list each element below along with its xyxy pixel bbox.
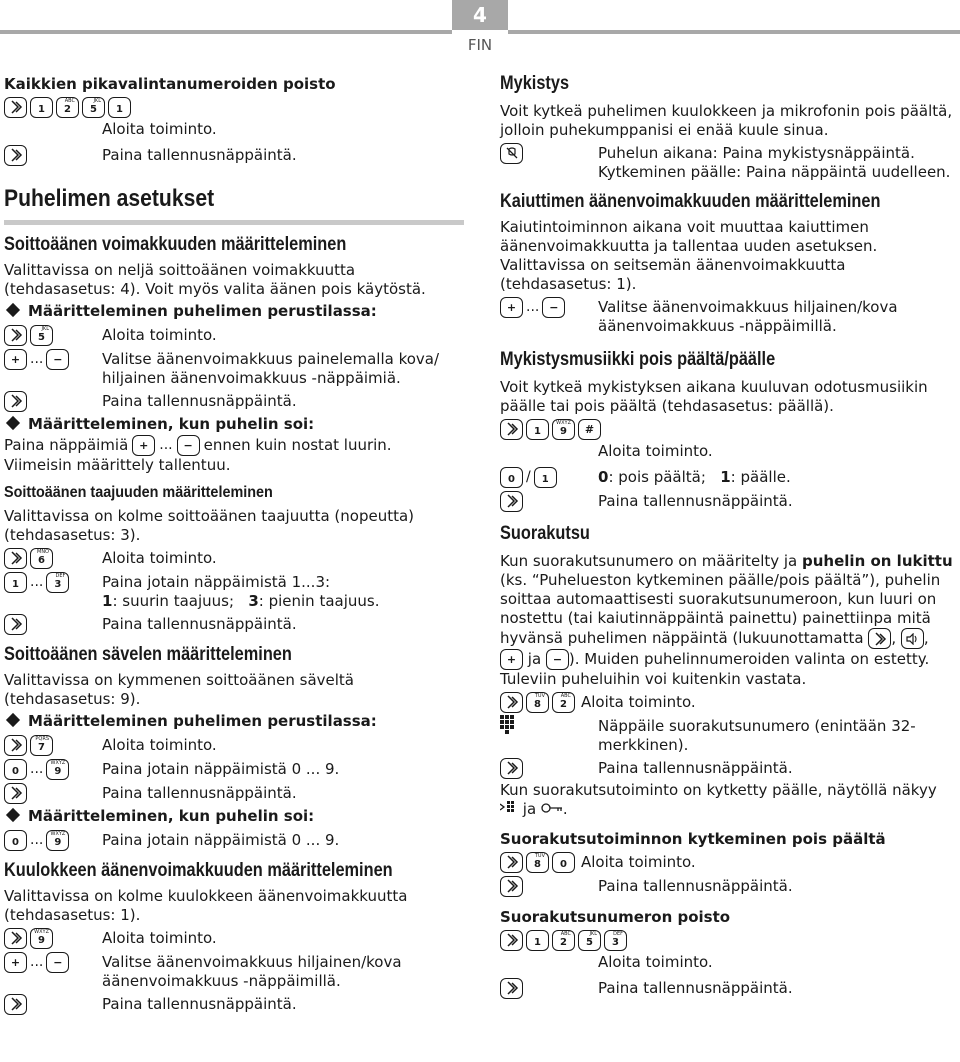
key-5: JKL 5 [578, 930, 601, 951]
key-7: PQRS 7 [30, 735, 53, 756]
key-1: 1 [526, 419, 549, 440]
save-key-icon [500, 876, 523, 897]
page-language: FIN [452, 32, 508, 58]
key-0: 0 [552, 852, 575, 873]
step-text: Paina tallennusnäppäintä. [102, 146, 297, 164]
step-text: Paina jotain näppäimistä 1...3: 1: suurin taajuus; 3: pienin taajuus. [102, 573, 380, 610]
step-text: Valitse äänenvoimakkuus painelemalla kova/ hiljainen äänenvoimakkuus -näppäimiä. [102, 350, 440, 387]
step-text: Paina jotain näppäimistä 0 ... 9. [102, 760, 340, 778]
section-title: Suorakutsunumeron poisto [500, 908, 731, 926]
bullet-heading: Määritteleminen, kun puhelin soi: [4, 414, 464, 435]
section-title: Suorakutsu [500, 523, 590, 544]
plus-key-icon: + [132, 435, 155, 456]
key-9: WXYZ 9 [30, 928, 53, 949]
step-text: Aloita toiminto. [102, 326, 217, 344]
bullet-heading: Määritteleminen puhelimen perustilassa: [4, 301, 464, 322]
key-lock-icon [541, 800, 563, 818]
save-key-icon [4, 994, 27, 1015]
save-key-icon [500, 419, 523, 440]
diamond-icon [6, 808, 20, 822]
section-title: Soittoäänen voimakkuuden määritteleminen [4, 234, 347, 255]
section-title: Kaikkien pikavalintanumeroiden poisto [4, 75, 336, 93]
key-2: ABC 2 [56, 97, 79, 118]
key-1: 1 [534, 467, 557, 488]
direct-call-display-icon [500, 800, 518, 818]
paragraph: Kaiutintoiminnon aikana voit muuttaa kaiuttimen äänenvoimakkuutta ja tallentaa uuden asetuksen. Valittavissa on seitsemän äänenvoimakkuutta (tehdasasetus: 1). [500, 218, 878, 293]
paragraph: Voit kytkeä puhelimen kuulokkeen ja mikrofonin pois päältä, jolloin puhekumppanisi ei enää kuule sinua. [500, 102, 953, 139]
key-sequence [500, 418, 956, 440]
key-3: DEF 3 [46, 572, 69, 593]
key-9: WXYZ 9 [46, 830, 69, 851]
step-text: Valitse äänenvoimakkuus hiljainen/kova äänenvoimakkuus -näppäimillä. [598, 298, 898, 335]
section-title: Soittoäänen sävelen määritteleminen [4, 644, 292, 665]
diamond-icon [6, 713, 20, 727]
save-key-icon [500, 978, 523, 999]
bullet-heading: Määritteleminen puhelimen perustilassa: [4, 711, 464, 732]
key-1: 1 [30, 97, 53, 118]
minus-key-icon: − [177, 435, 200, 456]
key-9: WXYZ 9 [46, 759, 69, 780]
right-column: Mykistys Voit kytkeä puhelimen kuulokkeen ja mikrofonin pois päältä, jolloin puhekumppanisi ei enää kuule sinua. Puhelun aikana: Paina mykistysnäppäintä. Kytkeminen päälle: Paina näppäintä uudelleen. Kaiuttimen äänenvoimakkuuden määritteleminen Kaiutintoiminnon aikana voit muuttaa kaiuttimen äänenvoimakkuutta ja tallentaa uuden asetuksen. Valittavissa on seitsemän äänenvoimakkuutta (tehdasasetus: 1). + ... − Valitse äänenvoimakkuus hiljainen/kova äänenvoimakkuus -näppäimillä. Mykistysmusiikki pois päältä/päälle Voit kytkeä mykistyksen aikana kuuluvan odotusmusiikin päälle tai pois päältä (tehdasasetus: päällä). 1 WXYZ 9 # Aloita toiminto. 0 / 1 0: pois päältä; 1: päälle. Paina tallennusnäppäintä. Suorakutsu Kun suorakutsunumero on määritelty ja puhelin on lukittu (ks. “Puhelueston kytkeminen päälle/pois päältä”), puhelin soittaa automaattisesti suorakutsunumeroon, kun luuri on nostettu (tai kaiutinnäppäintä painettu) painettiinpa mitä hyvänsä puhelimen näppäintä (lukuunottamatta , , + ja − ). Muiden puhelinnumeroiden valinta on estetty. Tuleviin puheluihin voi kuitenkin vastata. TUV 8 ABC 2 Aloita toiminto. Näppäile suorakutsunumero (enintään 32-merkkinen). Paina tallennusnäppäintä. Kun suorakutsutoiminto on kytketty päälle, näytöllä näkyy ja . Suorakutsutoiminnon kytkeminen pois päältä TUV 8 0 Aloita toiminto. Paina tallennusnäppäintä. Suorakutsunumeron poisto 1 ABC 2 JKL 5 DEF 3 Aloita toiminto. Paina tallennusnäppäintä. [500, 72, 956, 1001]
step-text: Paina tallennusnäppäintä. [102, 392, 297, 410]
key-0: 0 [4, 830, 27, 851]
step-text: Paina jotain näppäimistä 0 ... 9. [102, 831, 340, 849]
minus-key-icon: − [542, 297, 565, 318]
save-key-icon [500, 491, 523, 512]
save-key-icon [868, 628, 891, 649]
step-text: Aloita toiminto. [598, 442, 713, 460]
key-8: TUV 8 [526, 692, 549, 713]
paragraph: Voit kytkeä mykistyksen aikana kuuluvan odotusmusiikin päälle tai pois päältä (tehdasasetus: päällä). [500, 378, 928, 415]
step-text: Aloita toiminto. [581, 853, 696, 871]
step-text: 0: pois päältä; 1: päälle. [598, 468, 791, 486]
key-sequence [4, 96, 131, 118]
plus-key-icon: + [500, 297, 523, 318]
step-text: Paina tallennusnäppäintä. [598, 492, 793, 510]
chapter-rule [4, 220, 464, 225]
paragraph: Valittavissa on kolme soittoäänen taajuutta (nopeutta) (tehdasasetus: 3). [4, 507, 415, 544]
section-title: Mykistysmusiikki pois päältä/päälle [500, 349, 776, 370]
left-column: Kaikkien pikavalintanumeroiden poisto 1 ABC 2 JKL 5 1 Aloita toiminto. Paina tallennusnäppäintä. Puhelimen asetukset Soittoäänen voimakkuuden määritteleminen Valittavissa on neljä soittoäänen voimakkuutta (tehdasasetus: 4). Voit myös valita äänen pois käytöstä. Määritteleminen puhelimen perustilassa: JKL 5 Aloita toiminto. + ... − Valitse äänenvoimakkuus painelemalla kova/ hiljainen äänenvoimakkuus -näppäimiä. Paina tallennusnäppäintä. Määritteleminen, kun puhelin soi: Paina näppäimiä + ... − ennen kuin nostat luurin. Viimeisin määrittely tallentuu. Soittoäänen taajuuden määritteleminen Valittavissa on kolme soittoäänen taajuutta (nopeutta) (tehdasasetus: 3). MNO 6 Aloita toiminto. 1 ... DEF 3 Paina jotain näppäimistä 1...3: 1: suurin taajuus; 3: pienin taajuus. Paina tallennusnäppäintä. Soittoäänen sävelen määritteleminen Valittavissa on kymmenen soittoäänen säveltä (tehdasasetus: 9). Määritteleminen puhelimen perustilassa: PQRS 7 Aloita toiminto. 0 ... WXYZ 9 Paina jotain näppäimistä 0 ... 9. Paina tallennusnäppäintä. Määritteleminen, kun puhelin soi: 0 ... WXYZ 9 Paina jotain näppäimistä 0 ... 9. Kuulokkeen äänenvoimakkuuden määritteleminen Valittavissa on kolme kuulokkeen äänenvoimakkuutta (tehdasasetus: 1). WXYZ 9 Aloita toiminto. + ... − Valitse äänenvoimakkuus hiljainen/kova äänenvoimakkuus -näppäimillä. Paina tallennusnäppäintä. [4, 72, 464, 1017]
section-title: Kaiuttimen äänenvoimakkuuden määritteleminen [500, 191, 881, 212]
section-title: Mykistys [500, 73, 570, 94]
save-key-icon [4, 928, 27, 949]
paragraph: Paina näppäimiä + ... − ennen kuin nostat luurin. [4, 436, 392, 454]
plus-key-icon: + [4, 349, 27, 370]
step-text: Aloita toiminto. [102, 929, 217, 947]
key-2: ABC 2 [552, 692, 575, 713]
mute-key-icon [500, 143, 523, 164]
step-text: Puhelun aikana: Paina mykistysnäppäintä. Kytkeminen päälle: Paina näppäintä uudelleen. [598, 144, 951, 181]
step-text: Aloita toiminto. [102, 549, 217, 567]
save-key-icon [4, 614, 27, 635]
save-key-icon [4, 783, 27, 804]
bullet-heading: Määritteleminen, kun puhelin soi: [4, 806, 464, 827]
minus-key-icon: − [46, 349, 69, 370]
save-key-icon [500, 692, 523, 713]
key-9: WXYZ 9 [552, 419, 575, 440]
key-2: ABC 2 [552, 930, 575, 951]
key-0: 0 [500, 467, 523, 488]
save-key-icon [4, 548, 27, 569]
key-1: 1 [526, 930, 549, 951]
save-key-icon [4, 391, 27, 412]
plus-key-icon: + [4, 952, 27, 973]
key-8: TUV 8 [526, 852, 549, 873]
section-title: Suorakutsutoiminnon kytkeminen pois päältä [500, 830, 886, 848]
key-0: 0 [4, 759, 27, 780]
key-1: 1 [108, 97, 131, 118]
save-key-icon [4, 97, 27, 118]
step-text: Paina tallennusnäppäintä. [598, 759, 793, 777]
step-text: Aloita toiminto. [102, 120, 217, 138]
plus-key-icon: + [500, 649, 523, 670]
key-3: DEF 3 [604, 930, 627, 951]
diamond-icon [6, 416, 20, 430]
paragraph: Valittavissa on neljä soittoäänen voimakkuutta (tehdasasetus: 4). Voit myös valita äänen pois käytöstä. [4, 261, 426, 298]
step-text: Aloita toiminto. [598, 953, 713, 971]
step-text: Paina tallennusnäppäintä. [102, 784, 297, 802]
header-rule-left [0, 30, 452, 34]
speaker-key-icon [901, 628, 924, 649]
save-key-icon [4, 735, 27, 756]
save-key-icon [500, 758, 523, 779]
step-text: Aloita toiminto. [102, 736, 217, 754]
key-sequence [500, 929, 956, 951]
save-key-icon [500, 930, 523, 951]
step [4, 96, 464, 118]
minus-key-icon: − [546, 649, 569, 670]
paragraph: Kun suorakutsunumero on määritelty ja puhelin on lukittu (ks. “Puhelueston kytkeminen päälle/pois päältä”), puhelin soittaa automaattisesti suorakutsunumeroon, kun luuri on nostettu (tai kaiutinnäppäintä painettu) painettiinpa mitä hyvänsä puhelimen näppäintä (lukuunottamatta , , + ja − ). Muiden puhelinnumeroiden valinta on estetty. Tuleviin puheluihin voi kuitenkin vastata. [500, 552, 953, 688]
paragraph: Valittavissa on kymmenen soittoäänen säveltä (tehdasasetus: 9). [4, 671, 355, 708]
step-text: Näppäile suorakutsunumero (enintään 32-merkkinen). [598, 717, 916, 754]
header-rule-right [508, 30, 960, 34]
minus-key-icon: − [46, 952, 69, 973]
save-key-icon [500, 852, 523, 873]
paragraph: Valittavissa on kolme kuulokkeen äänenvoimakkuutta (tehdasasetus: 1). [4, 887, 408, 924]
page-tab [452, 0, 508, 58]
key-6: MNO 6 [30, 548, 53, 569]
key-1: 1 [4, 572, 27, 593]
step-text: Paina tallennusnäppäintä. [598, 979, 793, 997]
page-number: 4 [452, 0, 508, 30]
key-5: JKL 5 [30, 325, 53, 346]
step-text: Paina tallennusnäppäintä. [102, 995, 297, 1013]
save-key-icon [4, 145, 27, 166]
step-text: Valitse äänenvoimakkuus hiljainen/kova äänenvoimakkuus -näppäimillä. [102, 953, 402, 990]
keypad-icon [500, 715, 518, 742]
section-title: Soittoäänen taajuuden määritteleminen [4, 484, 273, 501]
paragraph: Viimeisin määrittely tallentuu. [4, 456, 231, 474]
step-text: Aloita toiminto. [581, 693, 696, 711]
chapter-title: Puhelimen asetukset [4, 185, 215, 212]
key-5: JKL 5 [82, 97, 105, 118]
section-title: Kuulokkeen äänenvoimakkuuden määritteleminen [4, 860, 393, 881]
hash-key: # [578, 419, 601, 440]
step-text: Paina tallennusnäppäintä. [102, 615, 297, 633]
paragraph: Kun suorakutsutoiminto on kytketty päälle, näytöllä näkyy ja . [500, 781, 937, 818]
diamond-icon [6, 303, 20, 317]
step-text: Paina tallennusnäppäintä. [598, 877, 793, 895]
save-key-icon [4, 325, 27, 346]
